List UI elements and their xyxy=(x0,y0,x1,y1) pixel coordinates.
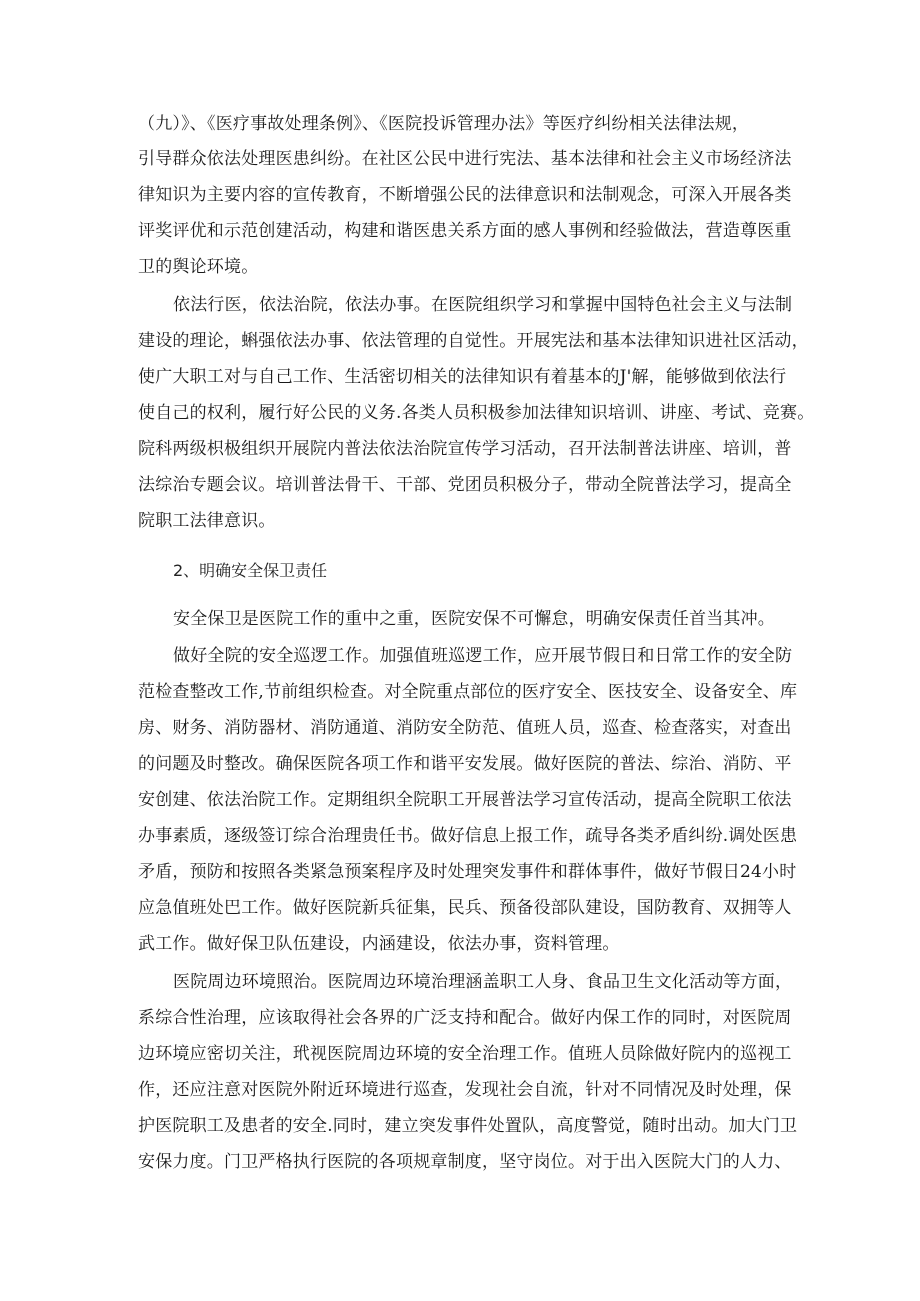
text-line: 房、财务、消防器材、消防通道、消防安全防范、值班人员，巡查、检查落实，对查出 xyxy=(138,718,792,738)
text-line: 矛盾，预防和按照各类紧急预案程序及时处理突发事件和群体事件，做好节假日24小时 xyxy=(138,862,797,882)
text-line: 院职工法律意识。 xyxy=(138,511,276,531)
text-line: 建设的理论，蝌强依法办事、依法管理的自觉性。开展宪法和基本法律知识进社区活动， xyxy=(138,331,809,351)
text-line: （九）》、《医疗事故处理条例》、《医院投诉管理办法》等医疗纠纷相关法律法规， xyxy=(138,114,750,134)
text-line: 依法行医，依法治院，依法办事。在医院组织学习和掌握中国特色社会主义与法制 xyxy=(173,295,793,315)
text-line: 安全保卫是医院工作的重中之重，医院安保不可懈怠，明确安保责任首当其冲。 xyxy=(173,609,775,629)
text-line: 引导群众依法处理医患纠纷。在社区公民中进行宪法、基本法律和社会主义市场经济法 xyxy=(138,149,792,169)
text-line: 武工作。做好保卫队伍建设，内涵建设，依法办事，资料管理。 xyxy=(138,934,620,954)
text-line: 律知识为主要内容的宣传教育，不断增强公民的法律意识和法制观念，可深入开展各类 xyxy=(138,185,792,205)
text-line: 安创建、依法治院工作。定期组织全院职工开展普法学习宣传活动，提高全院职工依法 xyxy=(138,790,792,810)
section-heading: 2、明确安全保卫责任 xyxy=(173,561,328,580)
text-line: 系综合性治理，应该取得社会各界的广泛支持和配合。做好内保工作的同时，对医院周 xyxy=(138,1008,792,1028)
text-line: 使广大职工对与自己工作、生活密切相关的法律知识有着基本的J'解，能够做到依法行 xyxy=(138,367,787,387)
text-line: 护医院职工及患者的安全.同时，建立突发事件处置队，高度警觉，随时出动。加大门卫 xyxy=(138,1116,798,1136)
text-line: 安保力度。门卫严格执行医院的各项规章制度，坚守岗位。对于出入医院大门的人力、 xyxy=(138,1152,792,1172)
text-line: 评奖评优和示范创建活动，构建和谐医患关系方面的感人事例和经验做法，营造尊医重 xyxy=(138,221,792,241)
text-line: 使自己的权利，履行好公民的义务.各类人员积极参加法律知识培训、讲座、考试、竞赛。 xyxy=(138,403,815,423)
text-line: 办事素质，逐级签订综合治理贵任书。做好信息上报工作，疏导各类矛盾纠纷.调处医患 xyxy=(138,826,798,846)
text-line: 应急值班处巴工作。做好医院新兵征集，民兵、预备役部队建设，国防教育、双拥等人 xyxy=(138,898,792,918)
text-line: 卫的舆论环境。 xyxy=(138,257,259,277)
text-line: 的问题及时整改。确保医院各项工作和谐平安发展。做好医院的普法、综治、消防、平 xyxy=(138,754,792,774)
text-line: 范检查整改工作,节前组织检查。对全院重点部位的医疗安全、医技安全、设备安全、库 xyxy=(138,682,798,702)
text-line: 法综治专题会议。培训普法骨干、干部、党团员积极分子，带动全院普法学习，提高全 xyxy=(138,475,792,495)
text-line: 院科两级枳极组织开展院内普法依法治院宣传学习活动，召开法制普法讲座、培训，普 xyxy=(138,439,792,459)
text-line: 边环境应密切关注，玳视医院周边环境的安全治理工作。值班人员除做好院内的巡视工 xyxy=(138,1044,792,1064)
text-line: 作，还应注意对医院外附近环境进行巡查，发现社会自流，针对不同情况及时处理，保 xyxy=(138,1080,792,1100)
text-line: 医院周边环境照治。医院周边环境治理涵盖职工人身、食品卫生文化活动等方面， xyxy=(173,972,793,992)
text-line: 做好全院的安全巡逻工作。加强值班巡逻工作，应开展节假日和日常工作的安全防 xyxy=(173,646,793,666)
